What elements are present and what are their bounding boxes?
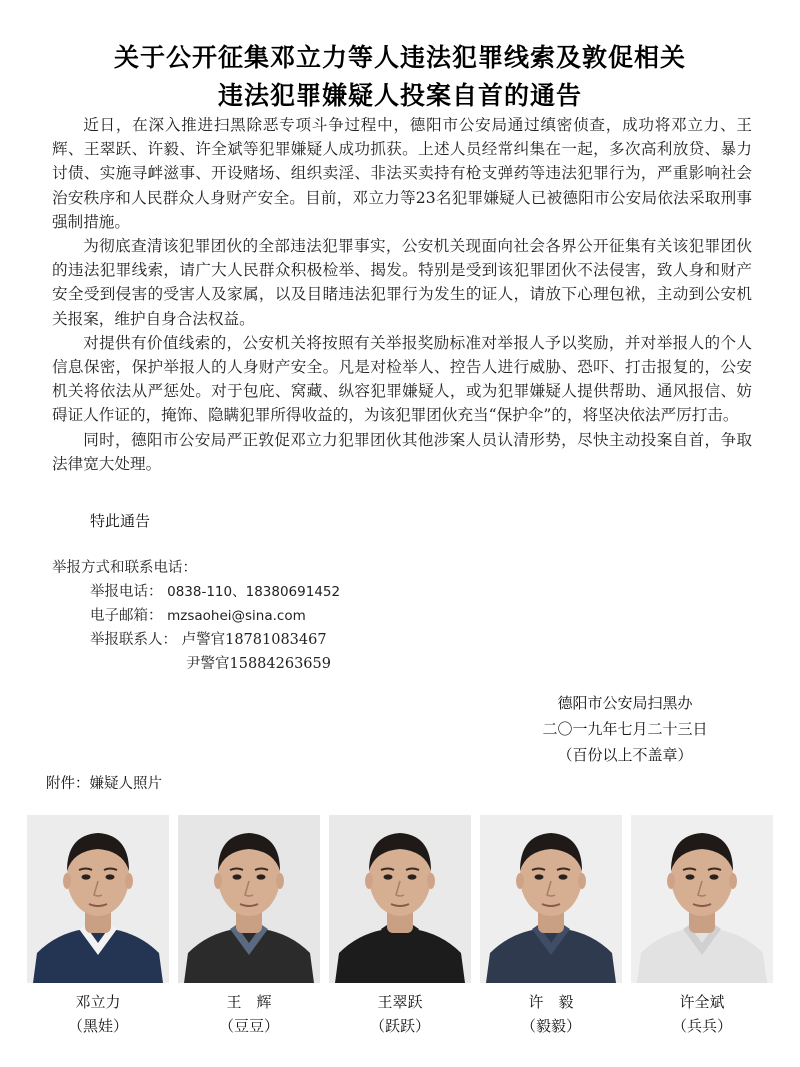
suspect-photo — [631, 815, 773, 983]
suspect-alias: （跃跃） — [369, 1017, 430, 1035]
suspect-photo — [480, 815, 622, 983]
signature-block — [520, 690, 730, 768]
signature-date: 二〇一九年七月二十三日 — [542, 720, 708, 738]
suspect-name: 王 辉 — [226, 993, 272, 1011]
phone-value: 0838-110、18380691452 — [167, 584, 341, 600]
suspect-alias: （豆豆） — [218, 1017, 279, 1035]
paragraph-surrender: 同时，德阳市公安局严正敦促邓立力犯罪团伙其他涉案人员认清形势，尽快主动投案自首，争取法律宽大处理。 — [52, 430, 752, 473]
attachment-label: 附件：嫌疑人照片 — [46, 776, 162, 792]
signature-org: 德阳市公安局扫黑办 — [557, 694, 693, 712]
suspect-name: 邓立力 — [75, 993, 121, 1011]
suspect-name: 王翠跃 — [377, 993, 423, 1011]
signature-note: （百份以上不盖章） — [557, 746, 693, 764]
notice-title-line1: 关于公开征集邓立力等人违法犯罪线索及敦促相关 — [113, 43, 686, 72]
notice-body — [52, 113, 752, 476]
contact-heading: 举报方式和联系电话： — [52, 560, 197, 576]
suspect-alias: （兵兵） — [671, 1017, 732, 1035]
notice-title-line2: 违法犯罪嫌疑人投案自首的通告 — [217, 81, 582, 110]
contact-person-2: 尹警官15884263659 — [186, 656, 331, 672]
paragraph-reward: 对提供有价值线索的，公安机关将按照有关举报奖励标准对举报人予以奖励，并对举报人的个人信息保密，保护举报人的人身财产安全。凡是对检举人、控告人进行威胁、恐吓、打击报复的，公安机关将依法从严惩处。对于包庇、窝藏、纵容犯罪嫌疑人，或为犯罪嫌疑人提供帮助、通风报信、妨碍证人作证的，掩饰、隐瞒犯罪所得收益的，为该犯罪团伙充当“保护伞”的，将坚决依法严厉打击。 — [52, 333, 752, 425]
suspect-photo — [329, 815, 471, 983]
notice-closing: 特此通告 — [90, 512, 151, 530]
email-value: mzsaohei@sina.com — [167, 608, 306, 624]
suspect-portrait — [329, 815, 471, 983]
contact-phone-row — [90, 580, 340, 604]
paragraph-solicit-clues: 为彻底查清该犯罪团伙的全部违法犯罪事实，公安机关现面向社会各界公开征集有关该犯罪团伙的违法犯罪线索，请广大人民群众积极检举、揭发。特别是受到该犯罪团伙不法侵害，致人身和财产安全受到侵害的受害人及家属，以及目睹违法犯罪行为发生的证人，请放下心理包袱，主动到公安机关报案，维护自身合法权益。 — [52, 237, 752, 328]
contact-person-1: 卢警官18781083467 — [181, 632, 327, 648]
suspect-alias: （黑娃） — [67, 1017, 128, 1035]
suspect-portrait — [178, 815, 320, 983]
suspect-photo — [27, 815, 169, 983]
person-label: 举报联系人： — [90, 632, 177, 648]
phone-label: 举报电话： — [90, 584, 163, 600]
suspect-portrait — [631, 815, 773, 983]
suspect-photo — [178, 815, 320, 983]
contact-person-row — [90, 628, 327, 652]
suspect-portrait — [27, 815, 169, 983]
contact-email-row — [90, 604, 306, 628]
suspect-portrait — [480, 815, 622, 983]
email-label: 电子邮箱： — [90, 608, 163, 624]
suspect-name: 许 毅 — [528, 993, 574, 1011]
paragraph-arrest: 近日，在深入推进扫黑除恶专项斗争过程中，德阳市公安局通过缜密侦查，成功将邓立力、王辉、王翠跃、许毅、许全斌等犯罪嫌疑人成功抓获。上述人员经常纠集在一起，多次高利放贷、暴力讨债、实施寻衅滋事、开设赌场、组织卖淫、非法买卖持有枪支弹药等违法犯罪行为，严重影响社会治安秩序和人民群众人身财产安全。目前，邓立力等23名犯罪嫌疑人已被德阳市公安局依法采取刑事强制措施。 — [52, 116, 752, 231]
suspect-name: 许全斌 — [679, 993, 725, 1011]
suspect-alias: （毅毅） — [520, 1017, 581, 1035]
